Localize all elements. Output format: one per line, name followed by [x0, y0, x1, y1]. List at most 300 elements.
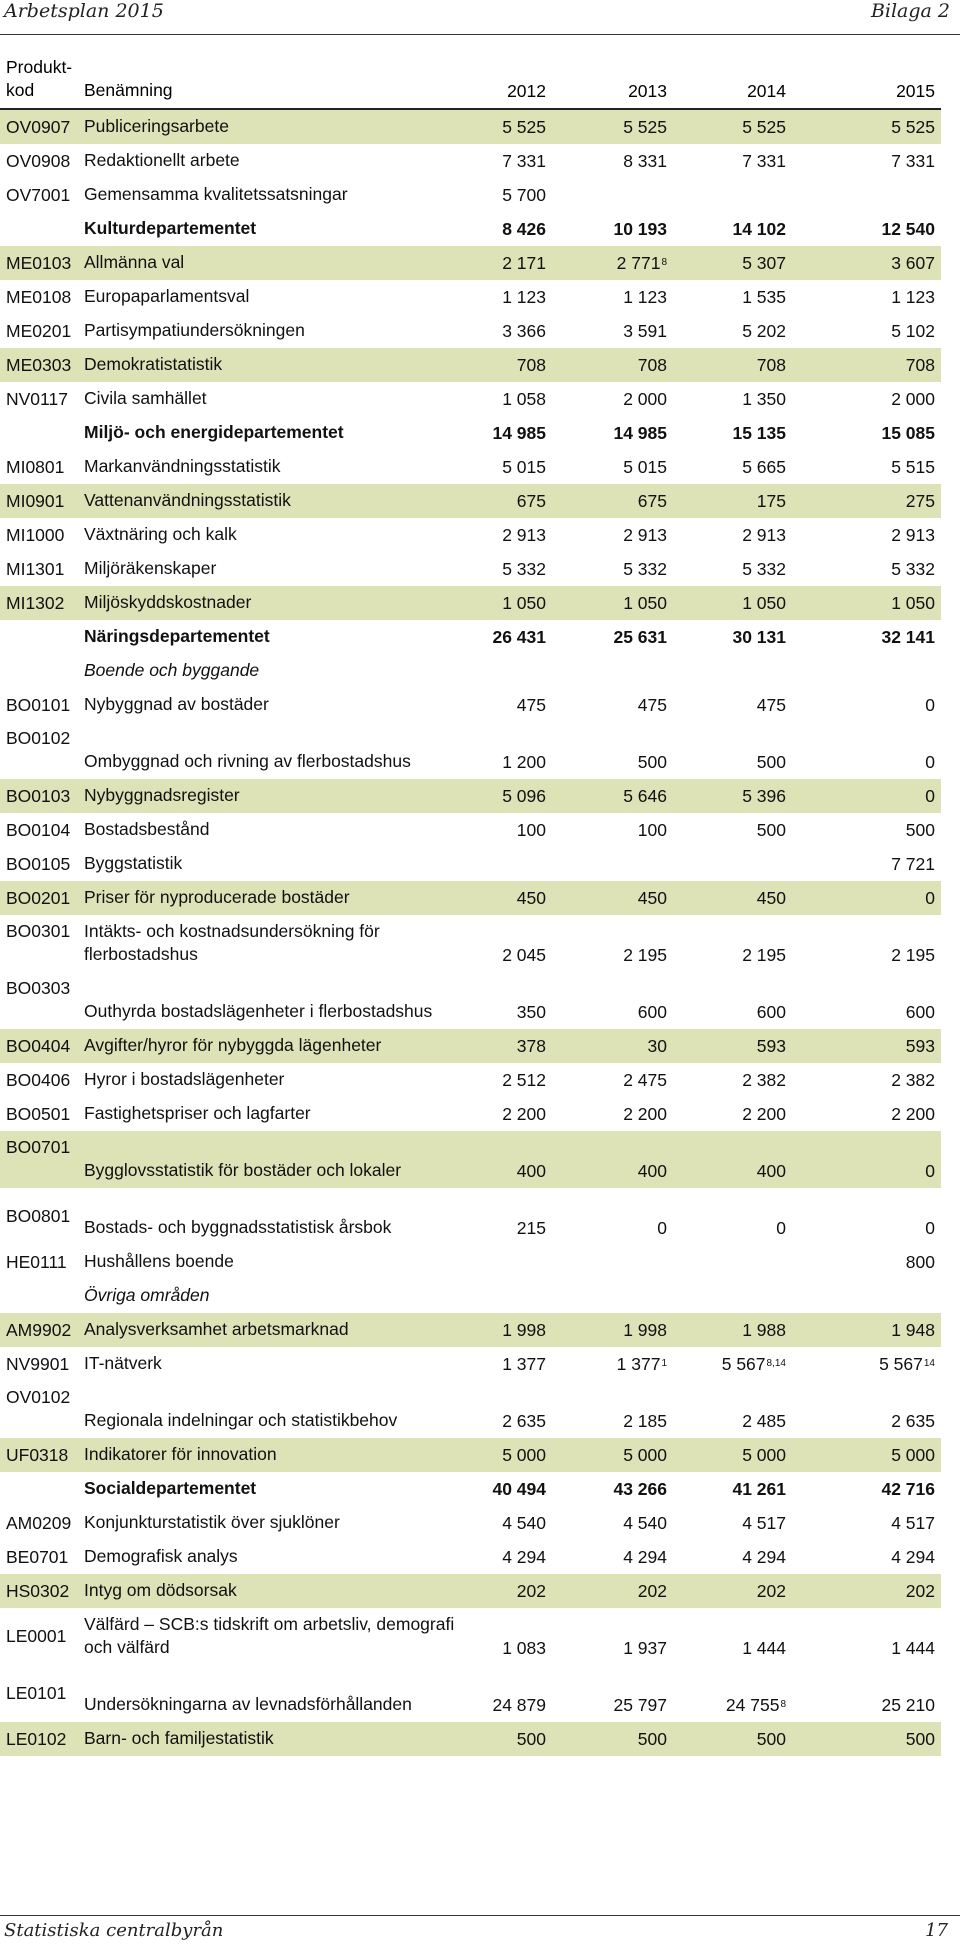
item-name: Intäkts- och kostnadsundersökning för flerbostadshus	[84, 921, 380, 964]
value-text: 2 000	[891, 389, 935, 409]
value-text: 1 058	[502, 389, 546, 409]
value-2013	[623, 1313, 667, 1347]
table-row	[0, 1245, 941, 1279]
item-name: Indikatorer för innovation	[84, 1444, 277, 1464]
value-text: 3 591	[623, 321, 667, 341]
value-2015	[906, 1029, 935, 1063]
value-text: 2 200	[623, 1104, 667, 1124]
value-2012	[502, 212, 546, 246]
value-text: 7 331	[891, 151, 935, 171]
value-text: 2 200	[502, 1104, 546, 1124]
value-2014	[757, 484, 786, 518]
value-2014	[732, 1472, 786, 1506]
value-2012	[502, 552, 546, 586]
value-2013	[623, 144, 667, 178]
budget-table	[0, 110, 941, 1756]
value-text: 1 050	[742, 593, 786, 613]
value-text: 7 331	[742, 151, 786, 171]
item-name: Miljöräkenskaper	[84, 558, 217, 578]
value-text: 12 540	[881, 219, 935, 239]
footnote-marker: 1	[661, 1358, 667, 1369]
value-2014	[732, 416, 786, 450]
footer-rule	[0, 1915, 960, 1916]
value-text: 5 332	[502, 559, 546, 579]
value-2014	[742, 1608, 786, 1665]
value-2012	[502, 110, 546, 144]
header-name: Benämning	[84, 80, 173, 100]
value-text: 5 332	[742, 559, 786, 579]
value-2012	[517, 688, 546, 722]
subsection-heading: Övriga områden	[84, 1285, 210, 1305]
value-2013	[623, 450, 667, 484]
footnote-marker: 14	[923, 1358, 935, 1369]
value-text: 10 193	[613, 219, 667, 239]
value-text: 43 266	[613, 1479, 667, 1499]
value-text: 450	[516, 888, 546, 908]
product-code: UF0318	[6, 1445, 69, 1465]
table-row	[0, 972, 941, 1029]
value-2015	[925, 722, 935, 779]
value-2012	[502, 1313, 546, 1347]
value-2013	[617, 246, 667, 280]
value-text: 26 431	[492, 627, 546, 647]
item-name: Fastighetspriser och lagfarter	[84, 1103, 311, 1123]
item-name: Demografisk analys	[84, 1546, 238, 1566]
value-text: 500	[637, 1729, 667, 1749]
value-text: 5 000	[502, 1445, 546, 1465]
value-text: 1 998	[623, 1320, 667, 1340]
value-text: 4 517	[891, 1513, 935, 1533]
value-text: 1 200	[502, 752, 546, 772]
product-code: BE0701	[6, 1547, 69, 1567]
value-text: 0	[776, 1218, 786, 1238]
value-text: 0	[925, 1218, 935, 1238]
value-text: 5 396	[742, 786, 786, 806]
header-rule	[0, 34, 960, 35]
value-2014	[757, 1574, 786, 1608]
value-text: 15 135	[732, 423, 786, 443]
value-text: 708	[516, 355, 546, 375]
value-text: 24 879	[492, 1695, 546, 1715]
value-2013	[638, 1574, 667, 1608]
value-text: 675	[516, 491, 546, 511]
value-2012	[517, 484, 546, 518]
value-text: 41 261	[732, 1479, 786, 1499]
value-text: 1 083	[502, 1638, 546, 1658]
item-name: Socialdepartementet	[84, 1478, 257, 1498]
value-text: 350	[516, 1002, 546, 1022]
value-text: 7 331	[502, 151, 546, 171]
table-row	[0, 1313, 941, 1347]
value-2015	[881, 620, 935, 654]
value-2015	[891, 314, 935, 348]
value-2015	[881, 416, 935, 450]
value-2012	[502, 382, 546, 416]
value-2014	[776, 1188, 786, 1245]
item-name: Publiceringsarbete	[84, 116, 229, 136]
value-text: 1 123	[502, 287, 546, 307]
value-2014	[757, 972, 786, 1029]
value-text: 5 567	[879, 1354, 923, 1374]
value-2014	[742, 1097, 786, 1131]
value-2013	[613, 212, 667, 246]
section-total-row	[0, 212, 941, 246]
value-2012	[502, 1608, 546, 1665]
value-2012	[517, 1722, 546, 1756]
value-2013	[613, 620, 667, 654]
value-2015	[925, 688, 935, 722]
value-text: 1 988	[742, 1320, 786, 1340]
value-2014	[742, 450, 786, 484]
value-text: 2 171	[502, 253, 546, 273]
item-name: Nybyggnad av bostäder	[84, 694, 269, 714]
value-text: 2 512	[502, 1070, 546, 1090]
header-year-2013: 2013	[628, 81, 667, 101]
value-2012	[517, 1574, 546, 1608]
value-text: 2 000	[623, 389, 667, 409]
footnote-marker: 8,14	[766, 1358, 786, 1369]
value-2015	[891, 847, 935, 881]
value-2015	[891, 1438, 935, 1472]
value-2014	[757, 1131, 786, 1188]
value-2013	[613, 1472, 667, 1506]
value-2012	[502, 178, 546, 212]
value-2014	[742, 586, 786, 620]
table-row	[0, 450, 941, 484]
value-2014	[732, 212, 786, 246]
value-2015	[925, 881, 935, 915]
table-header	[0, 56, 941, 108]
value-2012	[502, 779, 546, 813]
value-2012	[502, 518, 546, 552]
value-2013	[638, 1722, 667, 1756]
item-name: Europaparlamentsval	[84, 286, 250, 306]
value-2013	[617, 1347, 667, 1381]
value-2014	[742, 246, 786, 280]
value-2014	[742, 552, 786, 586]
table-row	[0, 552, 941, 586]
value-text: 5 700	[502, 185, 546, 205]
value-text: 378	[516, 1036, 546, 1056]
item-name: Bostads- och byggnadsstatistisk årsbok	[84, 1217, 392, 1237]
value-2014	[742, 144, 786, 178]
value-2013	[613, 416, 667, 450]
product-code: BO0404	[6, 1036, 71, 1056]
product-code: BO0105	[6, 854, 71, 874]
page-header	[0, 0, 960, 30]
value-2015	[906, 813, 935, 847]
item-name: Näringsdepartementet	[84, 626, 270, 646]
table-row	[0, 915, 941, 972]
value-2012	[492, 416, 546, 450]
value-text: 500	[905, 1729, 935, 1749]
value-2013	[623, 915, 667, 972]
product-code: MI0801	[6, 457, 65, 477]
value-2012	[502, 1097, 546, 1131]
table-row	[0, 1574, 941, 1608]
product-code: BO0104	[6, 820, 71, 840]
value-2012	[502, 1506, 546, 1540]
value-text: 500	[756, 820, 786, 840]
value-2012	[502, 450, 546, 484]
value-2014	[757, 722, 786, 779]
value-2012	[502, 1063, 546, 1097]
value-2015	[925, 779, 935, 813]
product-code: BO0102	[6, 728, 71, 748]
table-row	[0, 1029, 941, 1063]
value-2012	[517, 1131, 546, 1188]
item-name: Välfärd – SCB:s tidskrift om arbetsliv, demografi och välfärd	[84, 1614, 455, 1657]
product-code: BO0801	[6, 1206, 71, 1226]
product-code: LE0001	[6, 1626, 67, 1646]
value-2013	[623, 110, 667, 144]
table-row	[0, 348, 941, 382]
value-2013	[623, 586, 667, 620]
value-text: 5 000	[623, 1445, 667, 1465]
value-text: 500	[905, 820, 935, 840]
item-name: Civila samhället	[84, 388, 207, 408]
value-2014	[742, 1438, 786, 1472]
table-row	[0, 1063, 941, 1097]
section-total-row	[0, 1472, 941, 1506]
item-name: Partisympatiundersökningen	[84, 320, 305, 340]
value-text: 202	[756, 1581, 786, 1601]
value-2015	[891, 1540, 935, 1574]
value-2012	[502, 144, 546, 178]
value-text: 5 525	[742, 117, 786, 137]
value-2014	[742, 779, 786, 813]
product-code: MI1000	[6, 525, 65, 545]
value-text: 5 332	[891, 559, 935, 579]
value-text: 5 515	[891, 457, 935, 477]
footer-publisher: Statistiska centralbyrån	[4, 1920, 224, 1941]
table-row	[0, 1722, 941, 1756]
value-text: 3 607	[891, 253, 935, 273]
value-text: 8 331	[623, 151, 667, 171]
value-2014	[742, 1540, 786, 1574]
value-text: 5 665	[742, 457, 786, 477]
value-text: 0	[925, 752, 935, 772]
subsection-heading-row	[0, 1279, 941, 1313]
value-2015	[891, 1381, 935, 1438]
item-name: Ombyggnad och rivning av flerbostadshus	[84, 751, 411, 771]
value-2014	[757, 688, 786, 722]
value-2014	[742, 280, 786, 314]
value-2015	[891, 915, 935, 972]
value-2013	[638, 1131, 667, 1188]
value-2014	[757, 881, 786, 915]
table-row	[0, 110, 941, 144]
value-2012	[517, 348, 546, 382]
value-text: 708	[756, 355, 786, 375]
table-row	[0, 1097, 941, 1131]
value-2015	[891, 246, 935, 280]
value-2015	[891, 144, 935, 178]
table-row	[0, 688, 941, 722]
value-2015	[891, 518, 935, 552]
value-text: 0	[925, 888, 935, 908]
value-text: 4 294	[502, 1547, 546, 1567]
product-code: BO0103	[6, 786, 71, 806]
value-2012	[517, 881, 546, 915]
value-text: 2 045	[502, 945, 546, 965]
product-code: NV0117	[6, 389, 68, 409]
table-row	[0, 1608, 941, 1665]
header-title: Arbetsplan 2015	[4, 0, 164, 22]
value-text: 600	[756, 1002, 786, 1022]
page-number: 17	[925, 1920, 948, 1941]
value-2013	[638, 813, 667, 847]
value-text: 5 000	[742, 1445, 786, 1465]
table-row	[0, 1381, 941, 1438]
value-text: 25 797	[613, 1695, 667, 1715]
item-name: Miljö- och energidepartementet	[84, 422, 344, 442]
value-text: 7 721	[891, 854, 935, 874]
table-row	[0, 1438, 941, 1472]
value-text: 24 755	[725, 1695, 780, 1715]
value-text: 1 123	[623, 287, 667, 307]
table-row	[0, 779, 941, 813]
value-text: 1 350	[742, 389, 786, 409]
value-text: 5 202	[742, 321, 786, 341]
value-2012	[517, 972, 546, 1029]
value-text: 708	[905, 355, 935, 375]
header-code-line2: kod	[6, 80, 35, 100]
item-name: Nybyggnadsregister	[84, 785, 240, 805]
header-appendix: Bilaga 2	[870, 0, 950, 22]
header-year-2014: 2014	[747, 81, 786, 101]
value-text: 1 948	[891, 1320, 935, 1340]
footnote-marker: 8	[661, 257, 667, 268]
value-2013	[638, 972, 667, 1029]
header-code-line1: Produkt-	[6, 57, 73, 77]
value-2014	[742, 1313, 786, 1347]
value-2013	[623, 518, 667, 552]
value-2013	[623, 1608, 667, 1665]
value-2015	[891, 1097, 935, 1131]
product-code: OV0908	[6, 151, 71, 171]
value-text: 600	[905, 1002, 935, 1022]
item-name: Analysverksamhet arbetsmarknad	[84, 1319, 349, 1339]
value-2013	[638, 688, 667, 722]
value-2012	[492, 1665, 546, 1722]
value-text: 4 294	[891, 1547, 935, 1567]
value-2012	[517, 1029, 546, 1063]
value-text: 14 985	[613, 423, 667, 443]
item-name: Allmänna val	[84, 252, 185, 272]
value-text: 2 485	[742, 1411, 786, 1431]
item-name: Markanvändningsstatistik	[84, 456, 281, 476]
table-row	[0, 722, 941, 779]
value-text: 2 185	[623, 1411, 667, 1431]
value-text: 1 444	[891, 1638, 935, 1658]
product-code: BO0301	[6, 921, 71, 941]
value-2014	[742, 1063, 786, 1097]
value-2013	[623, 314, 667, 348]
value-text: 3 366	[502, 321, 546, 341]
value-text: 2 913	[623, 525, 667, 545]
product-code: OV0907	[6, 117, 71, 137]
item-name: Gemensamma kvalitetssatsningar	[84, 184, 348, 204]
value-2013	[638, 484, 667, 518]
value-2012	[502, 722, 546, 779]
value-text: 450	[637, 888, 667, 908]
value-2013	[657, 1188, 667, 1245]
value-text: 1 444	[742, 1638, 786, 1658]
value-text: 2 195	[742, 945, 786, 965]
section-total-row	[0, 620, 941, 654]
value-text: 4 540	[502, 1513, 546, 1533]
value-text: 4 294	[742, 1547, 786, 1567]
value-text: 2 635	[502, 1411, 546, 1431]
value-2012	[492, 1472, 546, 1506]
item-name: Demokratistatistik	[84, 354, 223, 374]
value-text: 0	[925, 1161, 935, 1181]
value-2012	[517, 1188, 546, 1245]
table-row	[0, 382, 941, 416]
product-code: AM0209	[6, 1513, 72, 1533]
table-row	[0, 246, 941, 280]
value-2015	[881, 212, 935, 246]
value-text: 2 200	[891, 1104, 935, 1124]
product-code: ME0201	[6, 321, 72, 341]
value-2015	[891, 1313, 935, 1347]
product-code: NV9901	[6, 1354, 70, 1374]
item-name: Regionala indelningar och statistikbehov	[84, 1410, 398, 1430]
value-2013	[623, 382, 667, 416]
value-2012	[502, 246, 546, 280]
value-text: 14 985	[492, 423, 546, 443]
value-text: 5 096	[502, 786, 546, 806]
header-year-2012: 2012	[507, 81, 546, 101]
value-text: 2 913	[502, 525, 546, 545]
subsection-heading: Boende och byggande	[84, 660, 260, 680]
value-text: 500	[516, 1729, 546, 1749]
value-text: 15 085	[881, 423, 935, 443]
item-name: Kulturdepartementet	[84, 218, 257, 238]
value-2014	[757, 348, 786, 382]
table-row	[0, 280, 941, 314]
item-name: Bygglovsstatistik för bostäder och lokaler	[84, 1160, 402, 1180]
product-code: ME0303	[6, 355, 72, 375]
header-year-2015: 2015	[896, 81, 935, 101]
value-text: 2 913	[891, 525, 935, 545]
value-text: 25 631	[613, 627, 667, 647]
item-name: Outhyrda bostadslägenheter i flerbostadshus	[84, 1001, 433, 1021]
value-2015	[891, 1063, 935, 1097]
value-2014	[732, 620, 786, 654]
value-text: 2 382	[891, 1070, 935, 1090]
value-2013	[623, 1381, 667, 1438]
value-2013	[648, 1029, 667, 1063]
value-text: 1 050	[891, 593, 935, 613]
value-2015	[891, 450, 935, 484]
value-2014	[742, 518, 786, 552]
value-text: 5 525	[623, 117, 667, 137]
value-2015	[906, 1722, 935, 1756]
item-name: Redaktionellt arbete	[84, 150, 240, 170]
table-row	[0, 1131, 941, 1188]
product-code: OV0102	[6, 1387, 71, 1407]
value-text: 4 517	[742, 1513, 786, 1533]
table-row	[0, 813, 941, 847]
value-text: 0	[657, 1218, 667, 1238]
value-text: 400	[756, 1161, 786, 1181]
value-2013	[623, 280, 667, 314]
value-text: 5 332	[623, 559, 667, 579]
value-text: 708	[637, 355, 667, 375]
value-2015	[891, 552, 935, 586]
